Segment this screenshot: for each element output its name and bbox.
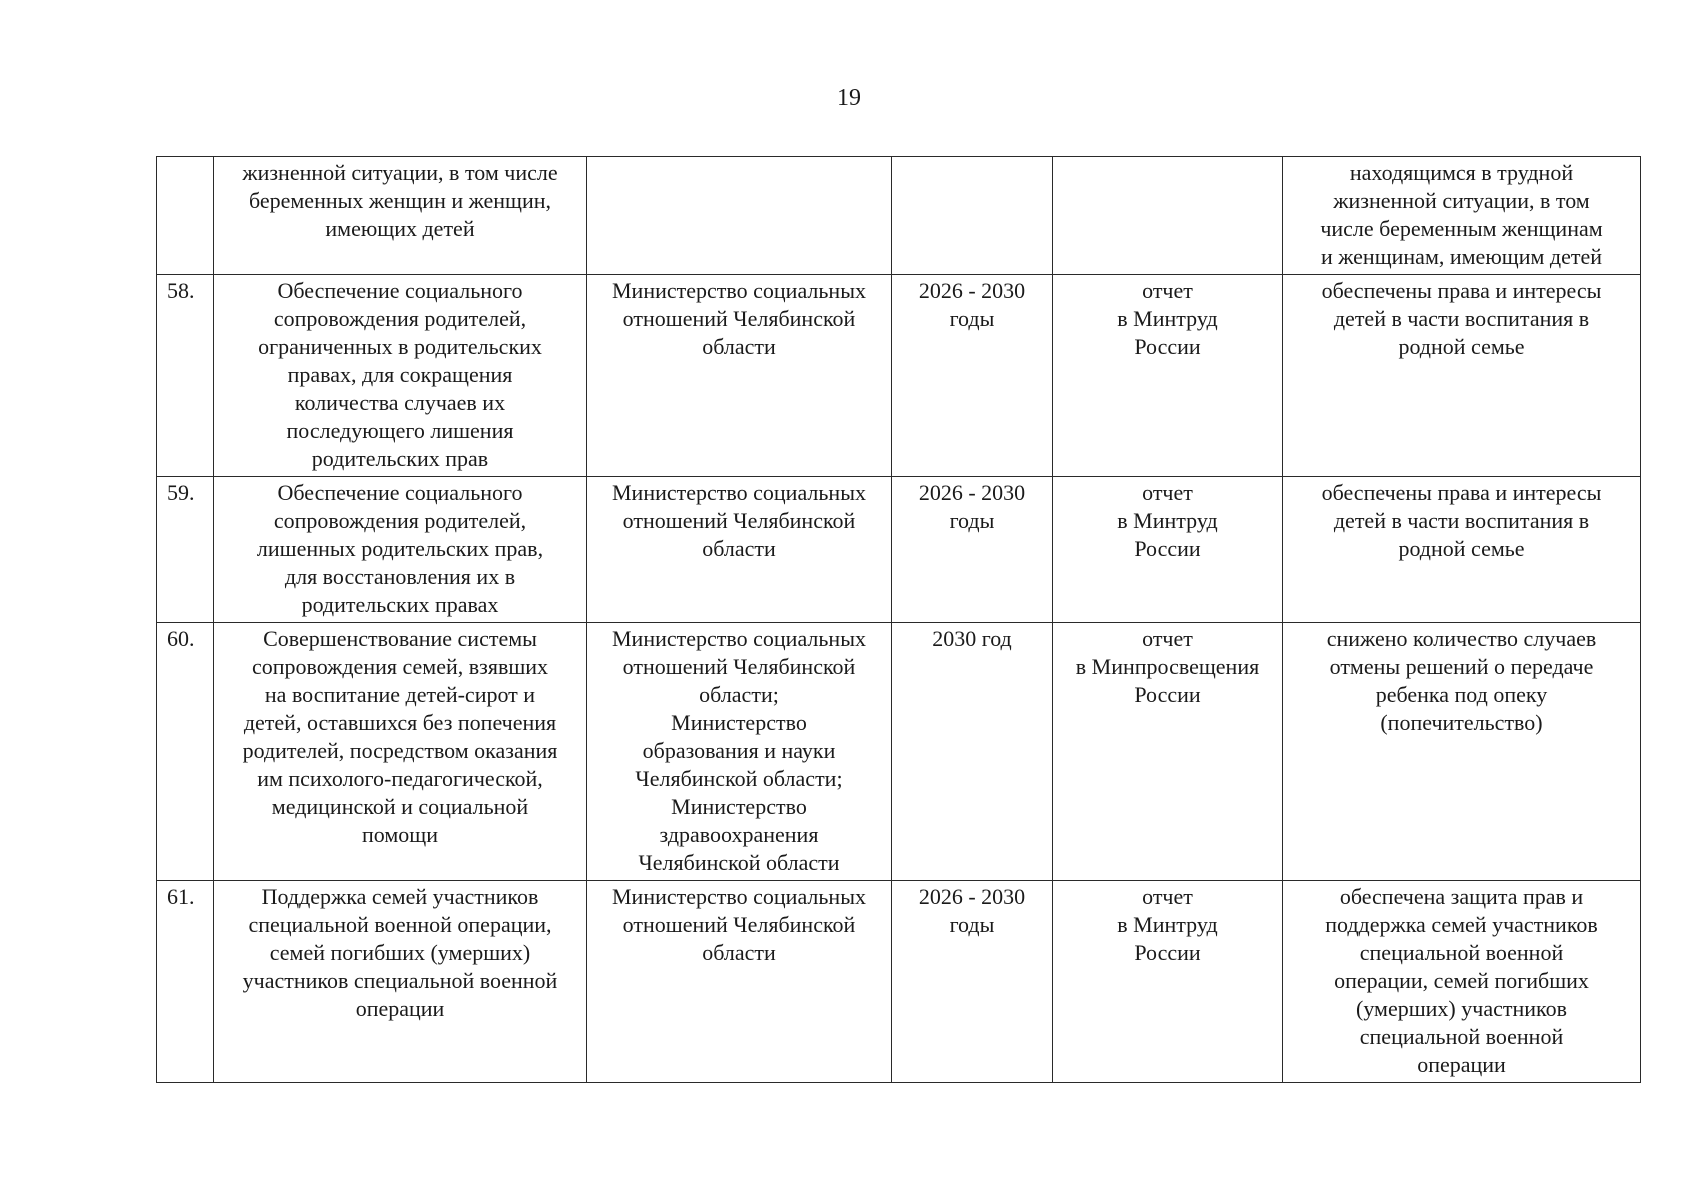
page-number: 19 xyxy=(837,85,861,111)
cell-line: обеспечены права и интересы xyxy=(1321,480,1602,505)
cell-line: поддержка семей участников xyxy=(1325,912,1598,937)
cell-line: беременных женщин и женщин, xyxy=(248,188,552,213)
cell-line: ограниченных в родительских xyxy=(258,334,542,359)
cell-line: области; xyxy=(699,682,779,707)
cell-line: (попечительство) xyxy=(1380,710,1543,735)
cell-line: и женщинам, имеющим детей xyxy=(1320,244,1603,269)
cell-line: находящимся в трудной xyxy=(1349,160,1574,185)
cell-line: последующего лишения xyxy=(286,418,514,443)
cell-line: Министерство социальных xyxy=(612,278,866,303)
cell-line: в Минтруд xyxy=(1117,306,1218,331)
cell-line: родителей, посредством оказания xyxy=(242,738,558,763)
table-row xyxy=(157,275,1641,477)
cell-line: детей в части воспитания в xyxy=(1333,306,1590,331)
cell-line: количества случаев их xyxy=(294,390,506,415)
cell-result xyxy=(1283,881,1641,1083)
cell-measure xyxy=(214,881,587,1083)
cell-line: Обеспечение социального xyxy=(277,480,523,505)
table-row xyxy=(157,157,1641,275)
cell-result xyxy=(1283,477,1641,623)
cell-executor xyxy=(587,623,892,881)
cell-result xyxy=(1283,157,1641,275)
cell-executor xyxy=(587,157,892,275)
cell-line: Министерство социальных xyxy=(612,626,866,651)
cell-line: 2026 - 2030 xyxy=(918,278,1026,303)
cell-report-form xyxy=(1053,477,1283,623)
cell-report-form xyxy=(1053,623,1283,881)
cell-line: жизненной ситуации, в том числе xyxy=(242,160,558,185)
cell-line: Поддержка семей участников xyxy=(261,884,539,909)
cell-line: отношений Челябинской xyxy=(622,654,856,679)
cell-report-form xyxy=(1053,157,1283,275)
cell-line: операции xyxy=(355,996,445,1021)
cell-line: в Минтруд xyxy=(1117,912,1218,937)
cell-line: 2026 - 2030 xyxy=(918,884,1026,909)
cell-line: Министерство социальных xyxy=(612,480,866,505)
row-number: 61. xyxy=(167,884,195,909)
cell-period xyxy=(892,275,1053,477)
table-body xyxy=(157,157,1641,1083)
cell-executor xyxy=(587,881,892,1083)
cell-line: операции xyxy=(1417,1052,1506,1077)
cell-line: сопровождения семей, взявших xyxy=(251,654,549,679)
cell-period xyxy=(892,881,1053,1083)
cell-line: родительских прав xyxy=(311,446,489,471)
cell-line: России xyxy=(1134,940,1201,965)
cell-line: сопровождения родителей, xyxy=(273,306,527,331)
cell-line: Челябинской области; xyxy=(635,766,843,791)
cell-line: области xyxy=(702,536,776,561)
cell-line: отчет xyxy=(1142,480,1193,505)
cell-period xyxy=(892,477,1053,623)
cell-line: Совершенствование системы xyxy=(263,626,537,651)
cell-line: им психолого-педагогической, xyxy=(257,766,543,791)
cell-line: 2030 год xyxy=(932,626,1012,651)
cell-measure xyxy=(214,477,587,623)
cell-line: участников специальной военной xyxy=(242,968,558,993)
cell-line: Челябинской области xyxy=(638,850,840,875)
cell-line: отчет xyxy=(1142,626,1193,651)
cell-line: правах, для сокращения xyxy=(287,362,513,387)
cell-number xyxy=(157,881,214,1083)
cell-line: детей в части воспитания в xyxy=(1333,508,1590,533)
cell-line: снижено количество случаев xyxy=(1326,626,1597,651)
cell-report-form xyxy=(1053,275,1283,477)
cell-result xyxy=(1283,623,1641,881)
cell-line: области xyxy=(702,940,776,965)
table-row xyxy=(157,477,1641,623)
table-row xyxy=(157,881,1641,1083)
cell-line: отношений Челябинской xyxy=(622,306,856,331)
cell-line: числе беременным женщинам xyxy=(1320,216,1603,241)
row-number: 58. xyxy=(167,278,195,303)
cell-line: медицинской и социальной xyxy=(271,794,529,819)
cell-line: отмены решений о передаче xyxy=(1329,654,1594,679)
cell-line: отношений Челябинской xyxy=(622,912,856,937)
cell-line: 2026 - 2030 xyxy=(918,480,1026,505)
cell-line: образования и науки xyxy=(642,738,836,763)
cell-line: области xyxy=(702,334,776,359)
cell-period xyxy=(892,623,1053,881)
cell-period xyxy=(892,157,1053,275)
cell-line: годы xyxy=(949,912,995,937)
cell-line: обеспечена защита прав и xyxy=(1339,884,1584,909)
cell-line: отношений Челябинской xyxy=(622,508,856,533)
cell-line: имеющих детей xyxy=(325,216,475,241)
cell-line: отчет xyxy=(1142,278,1193,303)
cell-line: родной семье xyxy=(1398,536,1525,561)
cell-number xyxy=(157,157,214,275)
cell-line: Министерство xyxy=(671,710,807,735)
cell-line: родной семье xyxy=(1398,334,1525,359)
cell-line: семей погибших (умерших) xyxy=(269,940,531,965)
cell-line: России xyxy=(1134,334,1201,359)
row-number: 60. xyxy=(167,626,195,651)
cell-line: на воспитание детей-сирот и xyxy=(264,682,536,707)
cell-line: сопровождения родителей, xyxy=(273,508,527,533)
table-row xyxy=(157,623,1641,881)
cell-line: жизненной ситуации, в том xyxy=(1333,188,1590,213)
cell-line: в Минтруд xyxy=(1117,508,1218,533)
cell-line: (умерших) участников xyxy=(1356,996,1567,1021)
cell-line: Обеспечение социального xyxy=(277,278,523,303)
cell-line: Министерство xyxy=(671,794,807,819)
cell-line: операции, семей погибших xyxy=(1334,968,1589,993)
cell-line: ребенка под опеку xyxy=(1375,682,1548,707)
cell-executor xyxy=(587,275,892,477)
cell-number xyxy=(157,623,214,881)
cell-line: годы xyxy=(949,306,995,331)
cell-line: детей, оставшихся без попечения xyxy=(243,710,557,735)
cell-measure xyxy=(214,157,587,275)
cell-line: родительских правах xyxy=(301,592,499,617)
cell-report-form xyxy=(1053,881,1283,1083)
cell-line: помощи xyxy=(362,822,438,847)
cell-line: России xyxy=(1134,682,1201,707)
cell-measure xyxy=(214,275,587,477)
cell-line: для восстановления их в xyxy=(284,564,516,589)
cell-line: лишенных родительских прав, xyxy=(256,536,544,561)
cell-number xyxy=(157,275,214,477)
cell-line: здравоохранения xyxy=(659,822,819,847)
cell-line: отчет xyxy=(1142,884,1193,909)
cell-line: Министерство социальных xyxy=(612,884,866,909)
cell-line: обеспечены права и интересы xyxy=(1321,278,1602,303)
cell-measure xyxy=(214,623,587,881)
cell-line: России xyxy=(1134,536,1201,561)
cell-line: годы xyxy=(949,508,995,533)
cell-line: специальной военной xyxy=(1359,940,1564,965)
cell-line: специальной военной xyxy=(1359,1024,1564,1049)
cell-number xyxy=(157,477,214,623)
cell-line: специальной военной операции, xyxy=(248,912,552,937)
cell-executor xyxy=(587,477,892,623)
cell-line: в Минпросвещения xyxy=(1075,654,1260,679)
row-number: 59. xyxy=(167,480,195,505)
cell-result xyxy=(1283,275,1641,477)
measures-table xyxy=(156,156,1641,1083)
